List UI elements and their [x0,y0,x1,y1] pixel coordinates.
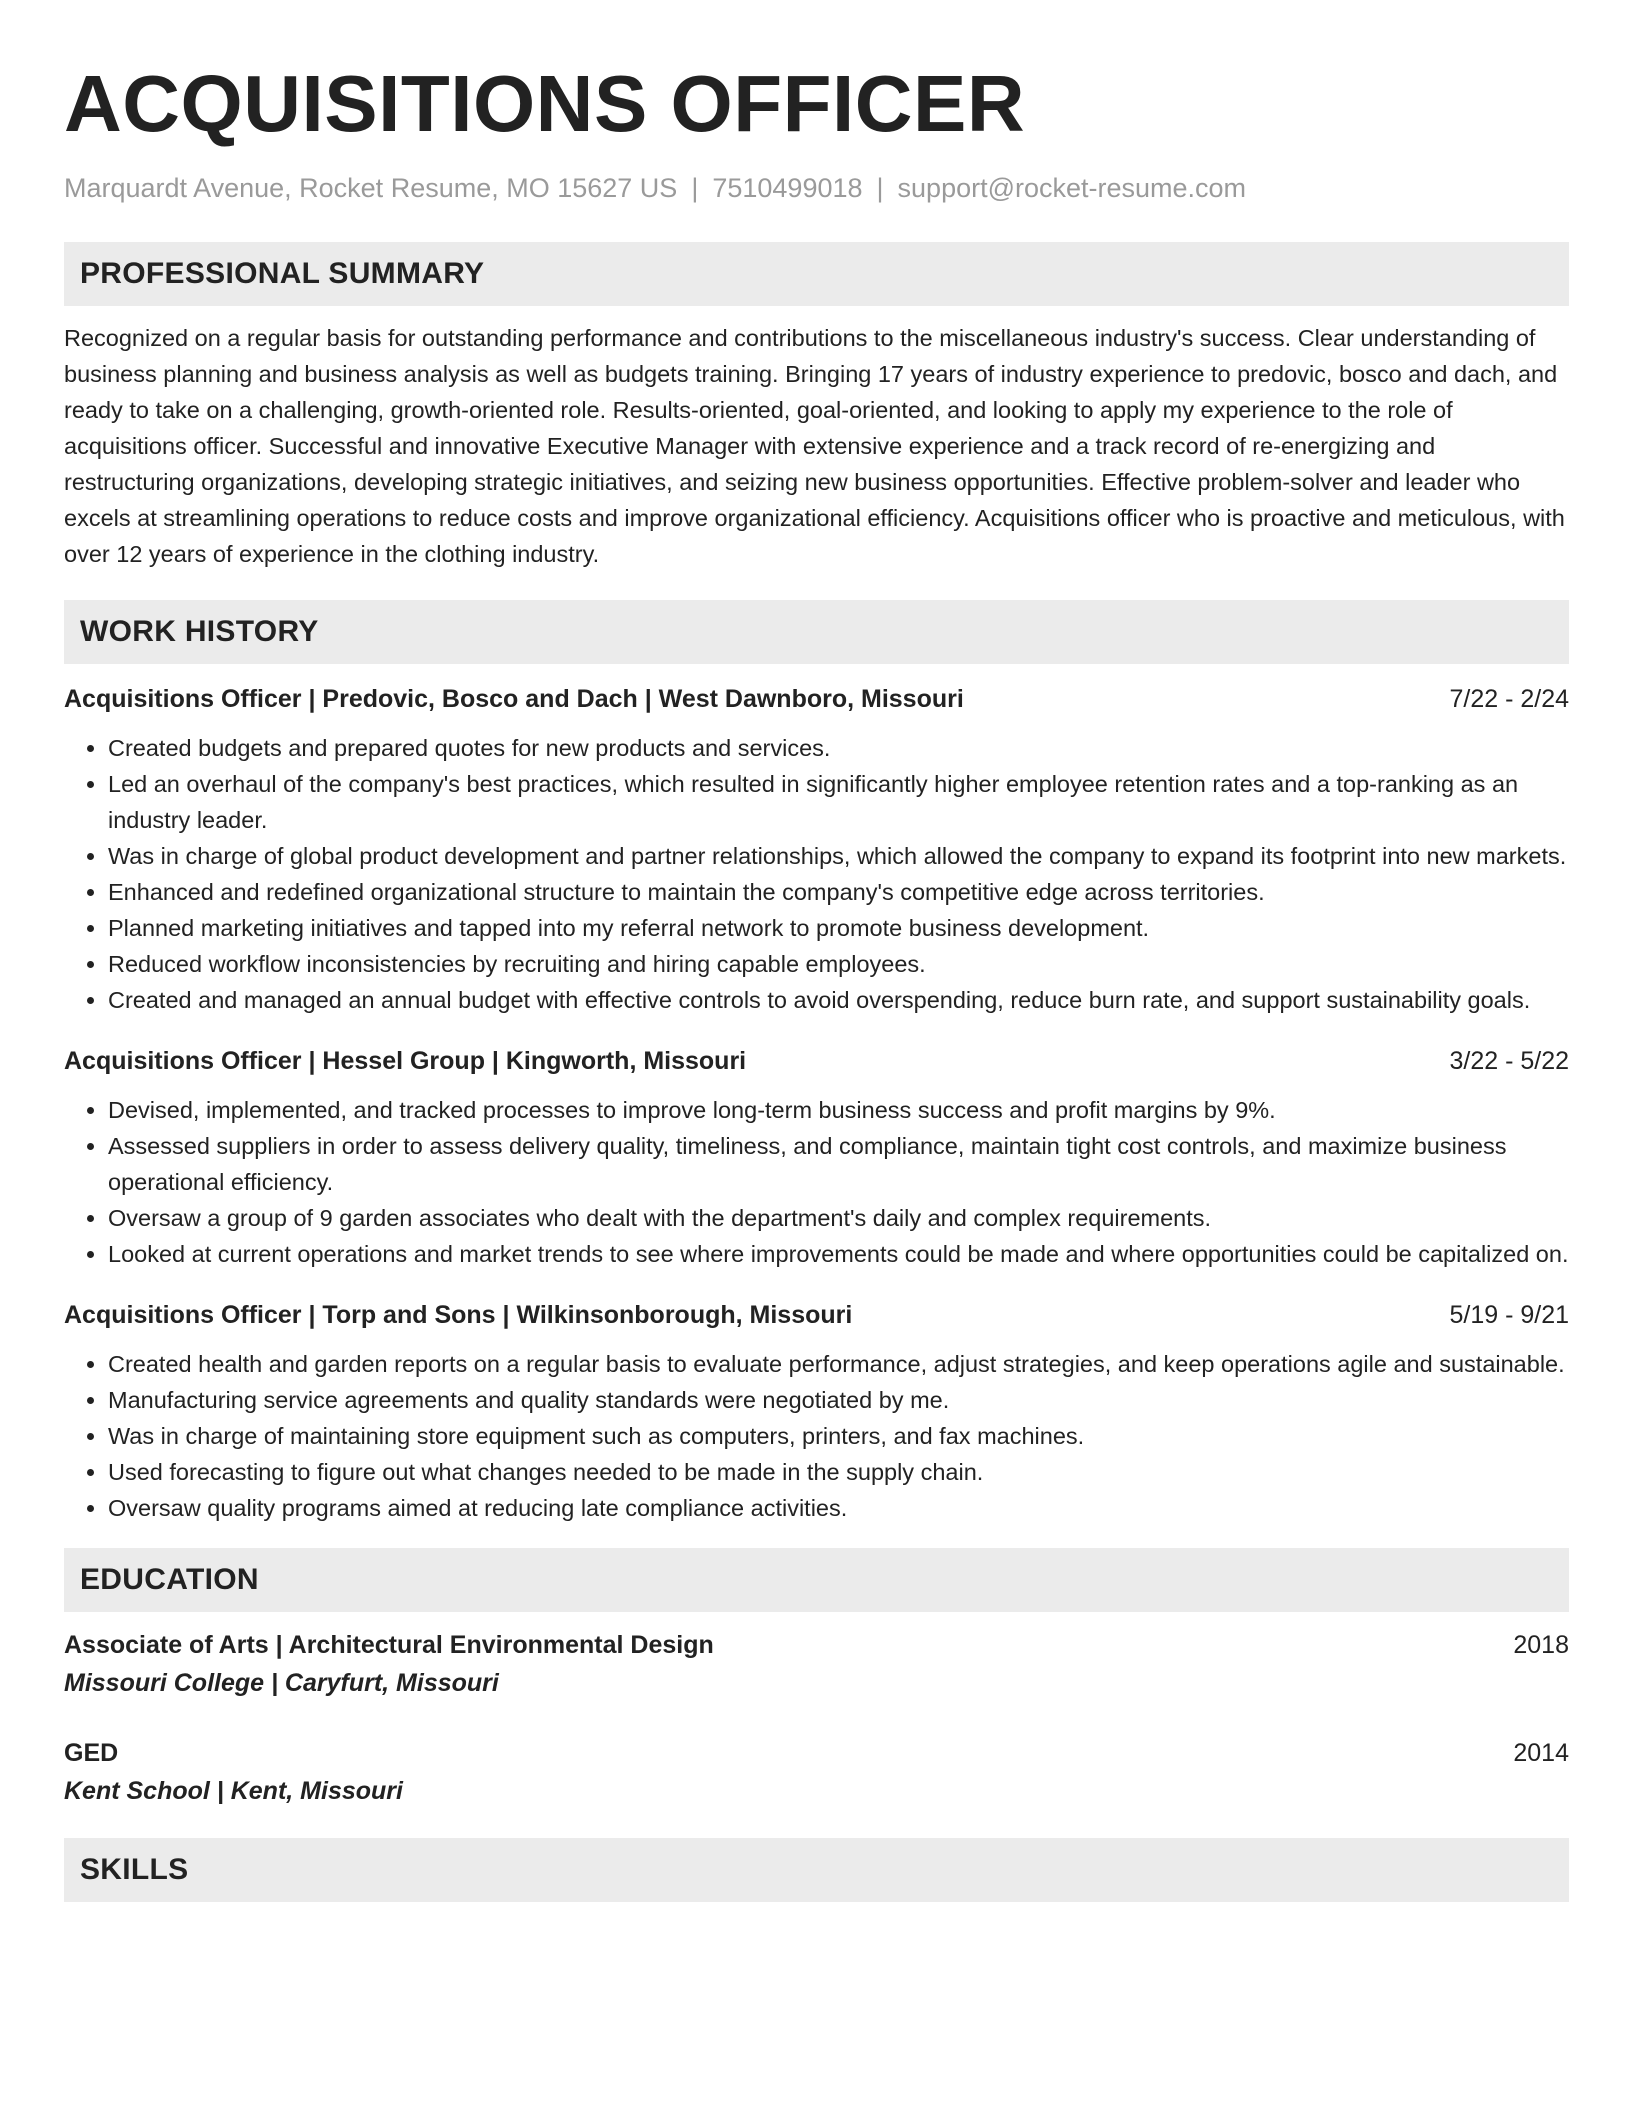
candidate-title: ACQUISITIONS OFFICER [64,59,1026,148]
job-entry [64,1044,1569,1272]
section-header-summary [64,242,1569,306]
contact-address: Marquardt Avenue, Rocket Resume, MO 15627 US [64,173,678,203]
contact-separator: | [876,173,884,203]
job-bullet: • Used forecasting to figure out what changes needed to be made in the supply chain. [108,1454,1569,1490]
education-year: 2018 [1513,1631,1569,1660]
education-entry [64,1628,1569,1700]
contact-phone: 7510499018 [712,173,863,203]
job-bullet: • Planned marketing initiatives and tapped into my referral network to promote business development. [108,910,1569,946]
job-bullet: • Created budgets and prepared quotes for new products and services. [108,730,1569,766]
contact-email: support@rocket-resume.com [897,173,1247,203]
job-bullet: • Looked at current operations and market trends to see where improvements could be made and where opportunities could be capitalized on. [108,1236,1569,1272]
job-bullet: • Created and managed an annual budget with effective controls to avoid overspending, reduce burn rate, and support sustainability goals. [108,982,1569,1018]
education-header [64,1736,1569,1770]
section-header-education [64,1548,1569,1612]
job-bullet: • Devised, implemented, and tracked processes to improve long-term business success and profit margins by 9%. [108,1092,1569,1128]
job-date: 5/19 - 9/21 [1449,1301,1569,1330]
job-header [64,1044,1569,1078]
job-bullet: • Assessed suppliers in order to assess delivery quality, timeliness, and compliance, maintain tight cost controls, and maximize business operational efficiency. [108,1128,1569,1200]
job-title: Acquisitions Officer | Torp and Sons | Wilkinsonborough, Missouri [64,1301,853,1330]
job-entry [64,1298,1569,1526]
job-date: 7/22 - 2/24 [1449,685,1569,714]
job-bullet: • Was in charge of global product development and partner relationships, which allowed the company to expand its footprint into new markets. [108,838,1569,874]
job-bullets [64,1346,1569,1526]
job-bullet: • Oversaw quality programs aimed at reducing late compliance activities. [108,1490,1569,1526]
job-bullet: • Oversaw a group of 9 garden associates who dealt with the department's daily and complex requirements. [108,1200,1569,1236]
education-school: Missouri College | Caryfurt, Missouri [64,1669,499,1698]
job-title: Acquisitions Officer | Hessel Group | Kingworth, Missouri [64,1047,747,1076]
job-bullet: • Was in charge of maintaining store equipment such as computers, printers, and fax machines. [108,1418,1569,1454]
job-entry [64,682,1569,1018]
job-title: Acquisitions Officer | Predovic, Bosco and Dach | West Dawnboro, Missouri [64,685,964,714]
job-header [64,1298,1569,1332]
job-bullet: • Created health and garden reports on a regular basis to evaluate performance, adjust strategies, and keep operations agile and sustainable. [108,1346,1569,1382]
job-date: 3/22 - 5/22 [1449,1047,1569,1076]
job-bullets [64,730,1569,1018]
education-school: Kent School | Kent, Missouri [64,1777,403,1806]
section-title: SKILLS [80,1853,189,1887]
job-bullet: • Reduced workflow inconsistencies by recruiting and hiring capable employees. [108,946,1569,982]
section-title: WORK HISTORY [80,615,319,649]
education-degree: Associate of Arts | Architectural Environmental Design [64,1631,714,1660]
education-degree: GED [64,1739,119,1768]
job-header [64,682,1569,716]
section-title: EDUCATION [80,1563,259,1597]
job-bullets [64,1092,1569,1272]
section-title: PROFESSIONAL SUMMARY [80,257,485,291]
summary-text: Recognized on a regular basis for outstanding performance and contributions to the miscellaneous industry's success. Clear understanding of business planning and business analysis as well as budgets training. Bringing 17 years of industry experience to predovic, bosco and dach, and ready to take on a challenging, growth-oriented role. Results-oriented, goal-oriented, and looking to apply my experience to the role of acquisitions officer. Successful and innovative Executive Manager with extensive experience and a track record of re-energizing and restructuring organizations, developing strategic initiatives, and seizing new business opportunities. Effective problem-solver and leader who excels at streamlining operations to reduce costs and improve organizational efficiency. Acquisitions officer who is proactive and meticulous, with over 12 years of experience in the clothing industry. [64,325,1565,568]
job-bullet: • Led an overhaul of the company's best practices, which resulted in significantly higher employee retention rates and a top-ranking as an industry leader. [108,766,1569,838]
section-header-skills [64,1838,1569,1902]
education-year: 2014 [1513,1739,1569,1768]
contact-separator: | [691,173,699,203]
section-header-work-history [64,600,1569,664]
contact-line [64,172,1569,204]
education-entry [64,1736,1569,1808]
education-header [64,1628,1569,1662]
job-bullet: • Manufacturing service agreements and quality standards were negotiated by me. [108,1382,1569,1418]
job-bullet: • Enhanced and redefined organizational structure to maintain the company's competitive edge across territories. [108,874,1569,910]
